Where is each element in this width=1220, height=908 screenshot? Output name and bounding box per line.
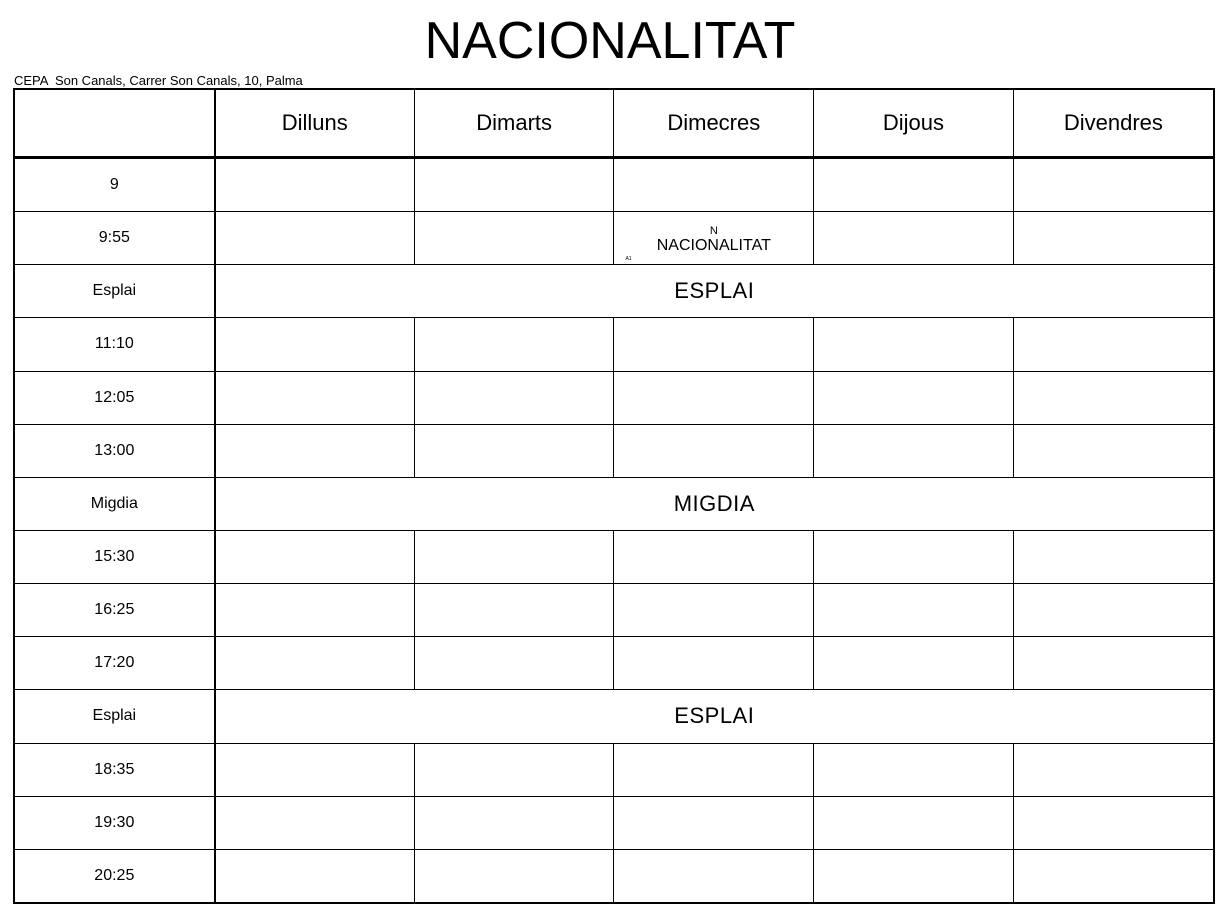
time-slot-row (15, 796, 1213, 849)
schedule-cell[interactable] (1013, 530, 1213, 583)
schedule-cell[interactable] (215, 637, 415, 690)
schedule-cell[interactable] (414, 743, 614, 796)
time-slot-row (15, 212, 1213, 265)
day-header-dijous: Dijous (814, 90, 1014, 158)
schedule-table (15, 90, 1213, 902)
time-slot-row (15, 158, 1213, 212)
time-slot-row (15, 371, 1213, 424)
time-label: 12:05 (15, 371, 215, 424)
schedule-cell[interactable] (215, 371, 415, 424)
break-row (15, 477, 1213, 530)
schedule-cell[interactable] (215, 796, 415, 849)
schedule-cell[interactable] (814, 212, 1014, 265)
schedule-cell[interactable] (215, 424, 415, 477)
schedule-cell[interactable] (1013, 743, 1213, 796)
header-row (15, 90, 1213, 158)
schedule-cell[interactable] (814, 158, 1014, 212)
schedule-cell[interactable] (1013, 637, 1213, 690)
schedule-cell[interactable] (215, 212, 415, 265)
break-label: ESPLAI (215, 690, 1213, 743)
time-label: 17:20 (15, 637, 215, 690)
schedule-cell[interactable] (215, 849, 415, 902)
schedule-cell[interactable] (614, 424, 814, 477)
schedule-cell[interactable] (814, 318, 1014, 371)
entry-room: A1 (625, 256, 632, 263)
time-label: Esplai (15, 265, 215, 318)
day-header-dimecres: Dimecres (614, 90, 814, 158)
schedule-cell[interactable] (614, 637, 814, 690)
schedule-cell[interactable] (814, 530, 1014, 583)
schedule-cell[interactable] (215, 318, 415, 371)
schedule-cell[interactable] (1013, 212, 1213, 265)
time-slot-row (15, 637, 1213, 690)
schedule-cell[interactable] (814, 849, 1014, 902)
schedule-cell[interactable] (614, 371, 814, 424)
time-slot-row (15, 584, 1213, 637)
schedule-cell[interactable] (814, 796, 1014, 849)
break-row (15, 690, 1213, 743)
time-label: 18:35 (15, 743, 215, 796)
schedule-cell[interactable] (414, 530, 614, 583)
time-label: 20:25 (15, 849, 215, 902)
time-slot-row (15, 743, 1213, 796)
schedule-cell[interactable] (614, 212, 814, 265)
schedule-cell[interactable] (1013, 371, 1213, 424)
schedule-cell[interactable] (215, 743, 415, 796)
time-slot-row (15, 424, 1213, 477)
schedule-cell[interactable] (414, 849, 614, 902)
schedule-cell[interactable] (814, 584, 1014, 637)
day-header-dimarts: Dimarts (414, 90, 614, 158)
schedule-cell[interactable] (414, 637, 614, 690)
schedule-cell[interactable] (215, 158, 415, 212)
schedule-cell[interactable] (215, 584, 415, 637)
time-label: 19:30 (15, 796, 215, 849)
schedule-cell[interactable] (814, 637, 1014, 690)
day-header-divendres: Divendres (1013, 90, 1213, 158)
entry-subject: NACIONALITAT (656, 237, 771, 255)
schedule-cell[interactable] (614, 584, 814, 637)
schedule-cell[interactable] (414, 584, 614, 637)
time-label: 9 (15, 158, 215, 212)
time-label: 13:00 (15, 424, 215, 477)
schedule-cell[interactable] (414, 796, 614, 849)
time-label: 9:55 (15, 212, 215, 265)
schedule-cell[interactable] (814, 424, 1014, 477)
page-title: NACIONALITAT (424, 12, 796, 70)
time-label: Migdia (15, 477, 215, 530)
schedule-cell[interactable] (614, 849, 814, 902)
corner-cell (15, 90, 215, 158)
time-label: 16:25 (15, 584, 215, 637)
schedule-cell[interactable] (414, 371, 614, 424)
time-slot-row (15, 530, 1213, 583)
schedule-cell[interactable] (614, 318, 814, 371)
break-label: ESPLAI (215, 265, 1213, 318)
schedule-cell[interactable] (414, 212, 614, 265)
break-label: MIGDIA (215, 477, 1213, 530)
time-label: 15:30 (15, 530, 215, 583)
schedule-cell[interactable] (414, 318, 614, 371)
location-subtitle: CEPA Son Canals, Carrer Son Canals, 10, Palma (14, 73, 303, 88)
schedule-cell[interactable] (1013, 318, 1213, 371)
schedule-cell[interactable] (614, 158, 814, 212)
break-row (15, 265, 1213, 318)
schedule-cell[interactable] (1013, 424, 1213, 477)
schedule-cell[interactable] (1013, 796, 1213, 849)
time-slot-row (15, 849, 1213, 902)
time-label: Esplai (15, 690, 215, 743)
schedule-cell[interactable] (414, 158, 614, 212)
schedule-cell[interactable] (614, 743, 814, 796)
entry-code: N (709, 225, 718, 238)
schedule-cell[interactable] (614, 530, 814, 583)
time-label: 11:10 (15, 318, 215, 371)
schedule-cell[interactable] (1013, 158, 1213, 212)
time-slot-row (15, 318, 1213, 371)
schedule-cell[interactable] (1013, 584, 1213, 637)
schedule-cell[interactable] (215, 530, 415, 583)
schedule-grid (13, 88, 1215, 904)
schedule-cell[interactable] (814, 743, 1014, 796)
schedule-cell[interactable] (1013, 849, 1213, 902)
schedule-cell[interactable] (414, 424, 614, 477)
schedule-cell[interactable] (814, 371, 1014, 424)
day-header-dilluns: Dilluns (215, 90, 415, 158)
schedule-cell[interactable] (614, 796, 814, 849)
